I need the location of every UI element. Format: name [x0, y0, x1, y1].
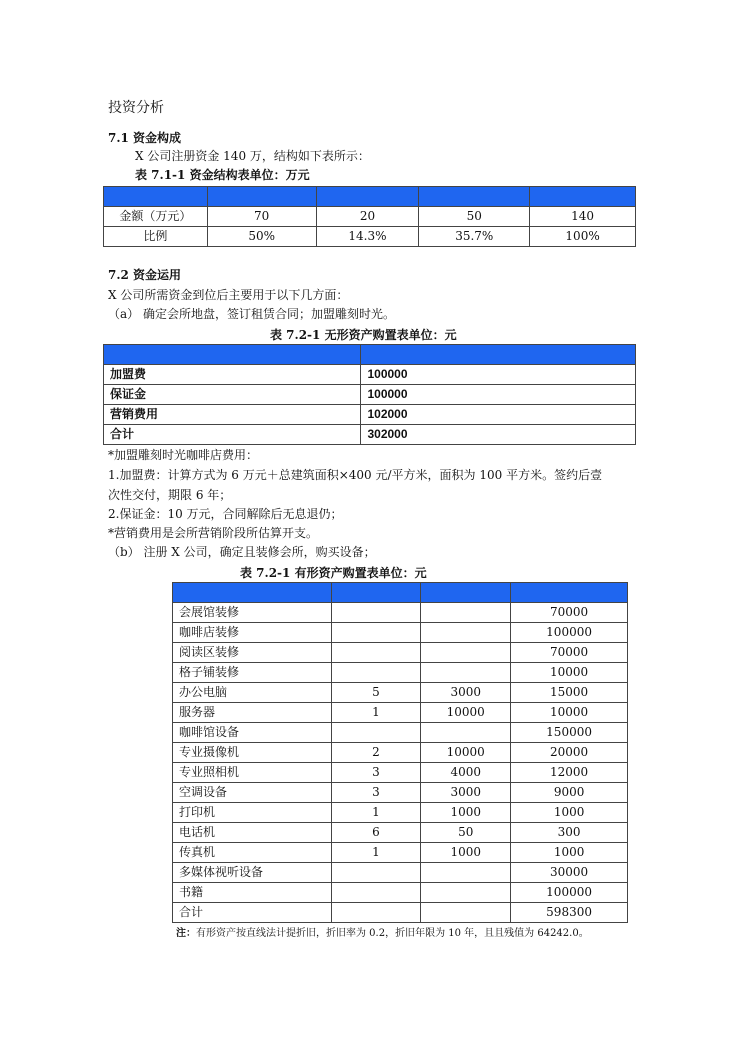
cell — [421, 603, 511, 623]
table-caption: 表 7.1-1 资金结构表单位：万元 — [135, 168, 310, 182]
table-row — [173, 623, 628, 643]
cell: 30000 — [511, 863, 628, 883]
cell: 20 — [316, 207, 419, 227]
cell — [421, 663, 511, 683]
table-row — [104, 405, 636, 425]
cell: 20000 — [511, 743, 628, 763]
capital-structure-table — [103, 186, 636, 247]
cell: 100000 — [511, 883, 628, 903]
cell: 300 — [511, 823, 628, 843]
table-header-row — [104, 345, 636, 365]
cell: 阅读区装修 — [173, 643, 332, 663]
table-row — [173, 823, 628, 843]
cell: 合计 — [104, 425, 361, 445]
cell: 3 — [331, 783, 421, 803]
table-caption: 表 7.2-1 无形资产购置表单位：元 — [270, 328, 457, 342]
cell: 10000 — [421, 743, 511, 763]
cell: 会展馆装修 — [173, 603, 332, 623]
cell: 100000 — [511, 623, 628, 643]
cell: 咖啡馆设备 — [173, 723, 332, 743]
cell — [331, 623, 421, 643]
footnote — [176, 926, 589, 942]
cell: 电话机 — [173, 823, 332, 843]
table-row — [173, 903, 628, 923]
section-heading: 投资分析 — [108, 100, 164, 116]
cell: 金额（万元） — [104, 207, 208, 227]
table-row — [173, 743, 628, 763]
cell — [421, 883, 511, 903]
cell: 3000 — [421, 783, 511, 803]
cell: 100000 — [361, 385, 636, 405]
table-row — [104, 207, 636, 227]
section-7-2-title: 7.2 资金运用 — [108, 268, 182, 282]
cell — [421, 723, 511, 743]
cell: 100% — [530, 227, 636, 247]
note-line: *营销费用是会所营销阶段所估算开支。 — [108, 526, 319, 540]
cell: 服务器 — [173, 703, 332, 723]
cell: 70000 — [511, 603, 628, 623]
cell — [331, 903, 421, 923]
cell: 70000 — [511, 643, 628, 663]
cell: 3 — [331, 763, 421, 783]
cell: 1 — [331, 843, 421, 863]
cell — [421, 903, 511, 923]
cell: 1 — [331, 703, 421, 723]
paragraph: X 公司所需资金到位后主要用于以下几方面： — [108, 288, 349, 302]
cell — [331, 863, 421, 883]
cell: 营销费用 — [104, 405, 361, 425]
cell — [421, 643, 511, 663]
cell: 70 — [207, 207, 316, 227]
cell: 办公电脑 — [173, 683, 332, 703]
note-line: 2.保证金：10 万元，合同解除后无息退仍； — [108, 507, 343, 521]
cell: 多媒体视听设备 — [173, 863, 332, 883]
cell: 150000 — [511, 723, 628, 743]
cell: 50 — [419, 207, 530, 227]
cell: 专业摄像机 — [173, 743, 332, 763]
cell: 10000 — [421, 703, 511, 723]
cell: 1000 — [511, 803, 628, 823]
table-row — [173, 723, 628, 743]
cell: 1 — [331, 803, 421, 823]
cell: 比例 — [104, 227, 208, 247]
cell: 书籍 — [173, 883, 332, 903]
section-7-1-title: 7.1 资金构成 — [108, 131, 182, 145]
table-row — [104, 385, 636, 405]
cell: 10000 — [511, 663, 628, 683]
cell: 空调设备 — [173, 783, 332, 803]
list-item-b: （b） 注册 X 公司，确定且装修会所，购买设备； — [108, 545, 376, 559]
cell: 传真机 — [173, 843, 332, 863]
table-row — [173, 863, 628, 883]
cell: 4000 — [421, 763, 511, 783]
table-row — [173, 603, 628, 623]
cell: 专业照相机 — [173, 763, 332, 783]
table-row — [173, 703, 628, 723]
table-row — [173, 783, 628, 803]
cell — [421, 623, 511, 643]
cell: 打印机 — [173, 803, 332, 823]
note-line: 次性交付，期限 6 年； — [108, 488, 232, 502]
cell: 格子铺装修 — [173, 663, 332, 683]
table-caption: 表 7.2-1 有形资产购置表单位：元 — [240, 566, 427, 580]
cell — [331, 603, 421, 623]
cell: 1000 — [421, 843, 511, 863]
cell — [421, 863, 511, 883]
table-row — [173, 883, 628, 903]
table-row — [173, 683, 628, 703]
cell: 咖啡店装修 — [173, 623, 332, 643]
tangible-assets-table — [172, 582, 628, 923]
cell: 302000 — [361, 425, 636, 445]
table-header-row — [104, 187, 636, 207]
footnote-text: 有形资产按直线法计提折旧，折旧率为 0.2，折旧年限为 10 年，且且残值为 64242.0。 — [196, 928, 589, 939]
cell: 12000 — [511, 763, 628, 783]
cell: 598300 — [511, 903, 628, 923]
cell: 35.7% — [419, 227, 530, 247]
cell: 保证金 — [104, 385, 361, 405]
table-header-row — [173, 583, 628, 603]
table-row — [173, 663, 628, 683]
table-row — [173, 843, 628, 863]
cell: 6 — [331, 823, 421, 843]
cell: 140 — [530, 207, 636, 227]
cell: 50% — [207, 227, 316, 247]
cell: 15000 — [511, 683, 628, 703]
cell: 50 — [421, 823, 511, 843]
table-row — [173, 763, 628, 783]
cell — [331, 883, 421, 903]
table-row — [173, 803, 628, 823]
cell — [331, 723, 421, 743]
cell — [331, 643, 421, 663]
footnote-label: 注： — [176, 928, 196, 939]
cell: 14.3% — [316, 227, 419, 247]
table-row — [104, 365, 636, 385]
note-line: *加盟雕刻时光咖啡店费用： — [108, 448, 259, 462]
paragraph: X 公司注册资金 140 万，结构如下表所示： — [135, 149, 370, 163]
cell: 1000 — [421, 803, 511, 823]
table-row — [104, 425, 636, 445]
cell — [331, 663, 421, 683]
cell: 102000 — [361, 405, 636, 425]
list-item-a: （a） 确定会所地盘，签订租赁合同；加盟雕刻时光。 — [108, 307, 395, 321]
cell: 加盟费 — [104, 365, 361, 385]
cell: 2 — [331, 743, 421, 763]
intangible-assets-table — [103, 344, 636, 445]
cell: 5 — [331, 683, 421, 703]
cell: 3000 — [421, 683, 511, 703]
cell: 9000 — [511, 783, 628, 803]
note-line: 1.加盟费：计算方式为 6 万元＋总建筑面积×400 元/平方米，面积为 100 平方米。签约后壹 — [108, 468, 603, 482]
cell: 1000 — [511, 843, 628, 863]
table-row — [104, 227, 636, 247]
cell: 合计 — [173, 903, 332, 923]
cell: 10000 — [511, 703, 628, 723]
cell: 100000 — [361, 365, 636, 385]
table-row — [173, 643, 628, 663]
